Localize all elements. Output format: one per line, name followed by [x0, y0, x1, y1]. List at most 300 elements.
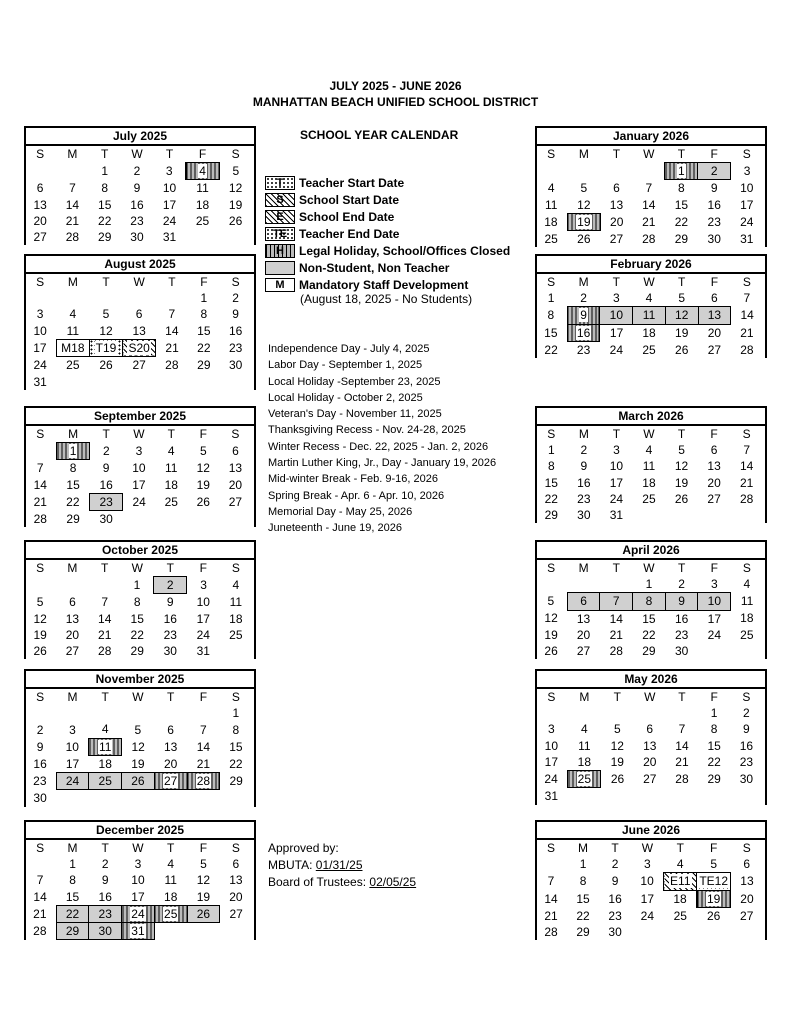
day-cell: 23 — [576, 343, 591, 358]
weekday-header: S — [742, 275, 751, 289]
day-cell: 14 — [544, 891, 558, 906]
week-row — [535, 507, 763, 523]
day-cell: 16 — [99, 477, 113, 492]
day-cell: 11 — [544, 197, 558, 212]
day-cell: 25 — [544, 232, 558, 247]
day-cell: 30 — [99, 512, 113, 527]
week-row — [535, 873, 763, 890]
day-cell: 30 — [608, 925, 622, 940]
day-cell: 26 — [99, 358, 113, 373]
weekday-header: F — [199, 427, 207, 442]
weekday-header: S — [36, 147, 45, 162]
day-cell: 2 — [36, 722, 44, 737]
day-number: 24 — [131, 907, 145, 922]
legend-row-teacher-end — [265, 225, 510, 242]
weekday-header: F — [200, 275, 208, 289]
weekday-header: T — [101, 690, 109, 704]
weekday-header: F — [198, 147, 207, 161]
week-row — [24, 872, 252, 888]
weekday-header: M — [578, 275, 589, 289]
day-cell: 1 — [579, 857, 587, 872]
day-cell: 20 — [228, 477, 243, 492]
week-row — [24, 594, 252, 611]
day-cell: 23 — [674, 628, 689, 643]
day-cell: 10 — [740, 181, 754, 196]
week-row — [535, 290, 763, 307]
marked-day-cell: 10 — [698, 593, 731, 610]
month-title: October 2025 — [26, 542, 254, 560]
day-cell: 16 — [739, 738, 754, 753]
month-grid — [24, 689, 252, 807]
weekday-header: T — [167, 841, 175, 855]
legend-label: Teacher End Date — [299, 226, 400, 241]
day-cell: 25 — [229, 628, 243, 643]
holiday-item: Local Holiday - October 2, 2025 — [268, 391, 423, 404]
holiday-item: Memorial Day - May 25, 2026 — [268, 505, 413, 518]
day-cell: 18 — [229, 611, 243, 626]
school-year-calendar-heading: SCHOOL YEAR CALENDAR — [300, 128, 459, 142]
empty-day-cell — [219, 511, 251, 528]
day-cell: 16 — [98, 889, 112, 904]
week-row — [24, 721, 252, 738]
legend-label: School End Date — [299, 209, 395, 224]
weekday-header: M — [578, 427, 589, 441]
day-cell: 21 — [65, 214, 80, 229]
day-cell: 15 — [130, 611, 144, 626]
week-row — [535, 231, 763, 248]
marked-day-cell: 25 — [89, 773, 122, 790]
day-cell: 28 — [642, 232, 656, 247]
weekday-header: S — [231, 427, 240, 442]
week-row — [535, 341, 763, 358]
month-title: November 2025 — [26, 671, 254, 689]
legend-swatch: TE — [265, 227, 295, 241]
day-cell: 20 — [229, 889, 243, 904]
weekday-header: M — [67, 561, 78, 576]
day-cell: 21 — [33, 495, 47, 510]
legend — [265, 174, 510, 293]
day-cell: 25 — [164, 495, 178, 510]
day-cell: 3 — [36, 307, 44, 322]
day-cell: 20 — [643, 755, 657, 770]
month-title: May 2026 — [537, 671, 765, 689]
day-cell: 17 — [196, 611, 210, 626]
legend-row-non-student — [265, 259, 510, 276]
weekday-header: T — [101, 147, 109, 162]
day-cell: 10 — [162, 181, 177, 196]
day-cell: 21 — [609, 628, 623, 643]
weekday-header: T — [612, 427, 621, 441]
day-cell: 15 — [65, 889, 80, 904]
day-cell: 17 — [609, 325, 624, 340]
day-cell: 13 — [740, 874, 754, 889]
holiday-item: Mid-winter Break - Feb. 9-16, 2026 — [268, 473, 438, 486]
marked-day-cell: 8 — [633, 593, 666, 610]
day-cell: 8 — [710, 722, 718, 737]
weekday-header: T — [102, 275, 110, 289]
marked-day-cell: 2 — [154, 577, 187, 594]
empty-day-cell — [123, 511, 156, 528]
legend-swatch — [265, 261, 295, 275]
day-cell: 1 — [547, 443, 555, 458]
day-cell: 20 — [65, 628, 80, 643]
day-cell: 4 — [101, 722, 109, 737]
week-row — [24, 493, 252, 510]
day-cell: 4 — [232, 578, 240, 593]
week-row — [24, 577, 252, 594]
month-title: February 2026 — [537, 256, 765, 274]
empty-day-cell — [567, 576, 600, 593]
day-cell: 11 — [165, 461, 178, 476]
day-cell: 16 — [707, 197, 721, 212]
weekday-header: S — [547, 690, 556, 704]
week-row — [24, 197, 252, 213]
weekday-header: T — [612, 275, 620, 289]
month-title: March 2026 — [537, 408, 765, 426]
day-cell: 15 — [229, 739, 243, 754]
day-cell: 4 — [645, 291, 653, 306]
empty-day-cell — [123, 290, 156, 306]
day-cell: 10 — [544, 738, 559, 753]
marked-day-cell — [57, 443, 90, 460]
week-row — [535, 754, 763, 771]
calendar-november-2025 — [24, 669, 256, 807]
day-cell: 30 — [33, 791, 47, 806]
weekday-header: T — [678, 690, 686, 704]
weekday-header: F — [199, 841, 208, 855]
day-cell: 6 — [167, 722, 174, 737]
day-cell: 15 — [576, 891, 590, 906]
day-cell: 16 — [130, 197, 144, 212]
day-cell: 26 — [674, 492, 689, 507]
day-cell: 6 — [232, 857, 240, 872]
week-row — [535, 907, 763, 924]
empty-day-cell — [730, 788, 762, 805]
day-cell: 27 — [229, 907, 243, 922]
holiday-item: Independence Day - July 4, 2025 — [268, 343, 430, 355]
day-cell: 26 — [577, 232, 591, 247]
day-cell: 8 — [200, 307, 208, 322]
day-cell: 17 — [33, 341, 47, 356]
marked-day-cell — [697, 890, 731, 907]
week-row — [24, 627, 252, 643]
day-cell: 8 — [69, 461, 77, 476]
day-cell: 15 — [642, 611, 656, 626]
day-cell: 10 — [131, 873, 145, 888]
weekday-header: T — [166, 690, 175, 704]
day-cell: 5 — [134, 722, 142, 737]
day-cell: 5 — [580, 181, 588, 196]
day-cell: 13 — [229, 873, 243, 888]
empty-day-cell — [24, 577, 56, 594]
day-cell: 14 — [33, 477, 47, 492]
day-number: 28 — [196, 774, 211, 789]
day-cell: 26 — [228, 214, 243, 229]
empty-day-cell — [634, 705, 666, 721]
day-cell: 10 — [640, 874, 654, 889]
day-cell: 14 — [98, 611, 112, 626]
calendar-may-2026 — [535, 669, 767, 805]
day-cell: 24 — [132, 495, 146, 510]
day-cell: 7 — [678, 722, 686, 737]
week-row — [535, 307, 763, 324]
marked-day-cell: 23 — [89, 905, 122, 922]
empty-day-cell — [24, 290, 56, 306]
empty-day-cell — [567, 163, 600, 180]
marked-day-cell — [664, 873, 697, 890]
day-cell: 28 — [544, 925, 558, 940]
day-cell: 2 — [580, 443, 588, 458]
day-cell: 20 — [33, 214, 47, 229]
day-cell: 14 — [675, 738, 689, 753]
day-cell: 26 — [196, 495, 210, 510]
weekday-header: W — [643, 561, 655, 575]
day-cell: 22 — [66, 495, 80, 510]
weekday-header: M — [578, 841, 589, 855]
empty-day-cell — [664, 924, 697, 940]
empty-day-cell — [568, 705, 601, 721]
day-cell: 12 — [196, 461, 210, 476]
day-cell: 23 — [130, 214, 144, 229]
day-cell: 15 — [707, 738, 721, 753]
legend-label: Non-Student, Non Teacher — [299, 260, 450, 275]
day-cell: 29 — [66, 512, 80, 527]
day-cell: 27 — [740, 908, 754, 923]
day-cell: 26 — [706, 909, 721, 924]
day-cell: 24 — [609, 492, 624, 507]
day-number: 31 — [131, 924, 145, 939]
empty-day-cell — [535, 163, 567, 180]
day-cell: 15 — [544, 325, 558, 340]
marked-day-cell — [567, 213, 600, 230]
day-number: 19 — [577, 215, 591, 230]
day-cell: 12 — [196, 873, 211, 888]
day-cell: 9 — [611, 874, 619, 889]
weekday-header: T — [611, 841, 619, 855]
calendar-february-2026 — [535, 254, 767, 358]
marked-day-cell: 22 — [56, 905, 89, 922]
day-cell: 18 — [673, 891, 687, 906]
legend-row-legal-holiday — [265, 242, 510, 259]
day-cell: 30 — [674, 644, 689, 659]
weekday-header: S — [547, 841, 556, 855]
day-cell: 3 — [135, 444, 143, 459]
week-row — [535, 856, 763, 873]
weekday-header: T — [101, 841, 109, 855]
day-cell: 20 — [707, 475, 721, 490]
weekday-header: F — [710, 690, 718, 704]
month-title: June 2026 — [537, 822, 765, 840]
day-cell: 1 — [101, 164, 109, 179]
day-number: 4 — [199, 164, 206, 179]
day-cell: 1 — [200, 291, 208, 306]
empty-day-cell — [698, 643, 731, 659]
weekday-header: S — [742, 690, 751, 704]
empty-day-cell — [666, 705, 698, 721]
day-cell: 8 — [232, 722, 240, 737]
day-cell: 9 — [580, 459, 588, 474]
empty-day-cell — [697, 924, 731, 940]
empty-day-cell — [56, 705, 89, 721]
week-row — [24, 477, 252, 494]
legend-note: (August 18, 2025 - No Students) — [300, 292, 473, 306]
day-cell: 22 — [98, 214, 112, 229]
legend-label: Teacher Start Date — [299, 175, 405, 190]
day-cell: 2 — [611, 857, 619, 872]
day-cell: 13 — [643, 738, 657, 753]
weekday-header: S — [231, 275, 240, 289]
month-grid — [535, 840, 763, 940]
weekday-header: W — [132, 841, 144, 855]
week-row — [535, 180, 763, 197]
day-cell: 23 — [163, 628, 177, 643]
day-cell: 21 — [544, 908, 558, 923]
empty-day-cell — [89, 290, 122, 306]
weekday-header: T — [676, 841, 684, 855]
holiday-list — [268, 341, 496, 537]
day-cell: 27 — [576, 644, 591, 659]
day-cell: 6 — [69, 595, 76, 610]
day-cell: 25 — [673, 908, 687, 923]
day-cell: 4 — [167, 857, 175, 872]
day-cell: 8 — [547, 459, 555, 474]
legend-row-mandatory-staff — [265, 276, 510, 293]
empty-day-cell — [24, 163, 56, 180]
month-grid — [24, 840, 252, 940]
marked-day-cell — [567, 307, 600, 324]
day-cell: 8 — [101, 181, 109, 196]
day-cell: 15 — [66, 477, 80, 492]
day-number: 25 — [577, 772, 591, 787]
weekday-header: F — [709, 841, 718, 855]
day-cell: 27 — [707, 342, 722, 357]
day-cell: 13 — [65, 611, 80, 626]
weekday-header: T — [101, 561, 109, 576]
day-cell: 17 — [740, 197, 754, 212]
empty-day-cell — [89, 373, 122, 389]
day-cell: 6 — [743, 857, 751, 872]
week-row — [535, 593, 763, 610]
calendar-january-2026 — [535, 126, 767, 247]
day-cell: 8 — [678, 181, 685, 196]
marked-day-cell: 23 — [90, 493, 123, 510]
day-number: 1 — [69, 444, 77, 459]
weekday-header: S — [231, 841, 240, 855]
day-cell: 16 — [228, 323, 243, 338]
month-title: April 2026 — [537, 542, 765, 560]
marked-day-cell — [567, 324, 600, 341]
weekday-header: S — [547, 275, 556, 289]
holiday-item: Spring Break - Apr. 6 - Apr. 10, 2026 — [268, 489, 445, 502]
day-cell: 18 — [642, 325, 656, 340]
day-cell: 7 — [743, 291, 751, 306]
weekday-header: M — [68, 427, 79, 441]
day-cell: 21 — [33, 907, 47, 922]
day-cell: 13 — [707, 459, 721, 474]
day-cell: 18 — [642, 475, 656, 490]
empty-day-cell — [568, 788, 601, 805]
day-cell: 13 — [609, 197, 624, 212]
legend-row-school-end — [265, 208, 510, 225]
day-cell: 22 — [576, 908, 590, 923]
day-cell: 7 — [645, 181, 653, 196]
day-number: T19 — [95, 341, 117, 356]
day-cell: 15 — [544, 475, 558, 490]
marked-day-cell: 7 — [600, 593, 633, 610]
day-cell: 23 — [228, 341, 243, 356]
empty-day-cell — [220, 643, 252, 659]
empty-day-cell — [731, 643, 763, 659]
day-cell: 3 — [612, 291, 620, 306]
weekday-header: F — [710, 147, 718, 161]
calendar-august-2025 — [24, 254, 256, 390]
month-title: August 2025 — [26, 256, 254, 274]
weekday-header: S — [547, 147, 556, 162]
empty-day-cell — [631, 924, 664, 940]
day-cell: 28 — [165, 358, 179, 373]
weekday-header: M — [67, 690, 78, 704]
legend-swatch: S — [265, 193, 295, 207]
weekday-header: T — [678, 275, 686, 289]
weekday-header: M — [578, 561, 589, 575]
day-cell: 12 — [131, 739, 145, 754]
marked-day-cell: M18 — [56, 339, 89, 356]
empty-day-cell — [698, 788, 730, 805]
day-cell: 19 — [228, 197, 243, 212]
day-cell: 13 — [228, 461, 243, 476]
week-row — [24, 357, 252, 374]
calendar-july-2025 — [24, 126, 256, 245]
marked-day-cell: 9 — [665, 593, 698, 610]
week-row — [24, 773, 252, 790]
weekday-header: M — [579, 690, 590, 704]
day-cell: 17 — [131, 889, 145, 904]
week-row — [24, 643, 252, 659]
day-cell: 16 — [608, 891, 622, 906]
weekday-header: S — [36, 690, 45, 704]
weekday-header: T — [166, 561, 174, 575]
day-cell: 24 — [196, 628, 210, 643]
empty-day-cell — [123, 373, 156, 389]
marked-day-cell — [89, 339, 122, 356]
day-cell: 7 — [101, 595, 109, 610]
day-cell: 17 — [65, 756, 80, 771]
legend-row-teacher-start — [265, 174, 510, 191]
legend-swatch: H — [265, 244, 295, 258]
day-cell: 13 — [132, 323, 146, 338]
week-row — [535, 163, 763, 180]
day-cell: 24 — [740, 215, 754, 230]
day-cell: 25 — [642, 492, 656, 507]
day-cell: 8 — [69, 873, 76, 888]
weekday-header: T — [677, 147, 686, 161]
legend-label: Mandatory Staff Development — [299, 277, 469, 292]
weekday-header: F — [710, 427, 718, 441]
day-cell: 28 — [609, 644, 623, 659]
day-cell: 8 — [579, 874, 587, 889]
day-cell: 24 — [162, 214, 177, 229]
holiday-item: Labor Day - September 1, 2025 — [268, 359, 423, 372]
day-cell: 6 — [711, 291, 718, 306]
day-cell: 27 — [228, 495, 243, 510]
day-number: 16 — [576, 325, 591, 340]
empty-day-cell — [154, 923, 187, 940]
day-cell: 11 — [740, 594, 754, 609]
day-cell: 14 — [165, 323, 179, 338]
day-number: E11 — [670, 874, 691, 889]
day-cell: 28 — [740, 342, 754, 357]
day-cell: 29 — [98, 230, 112, 245]
